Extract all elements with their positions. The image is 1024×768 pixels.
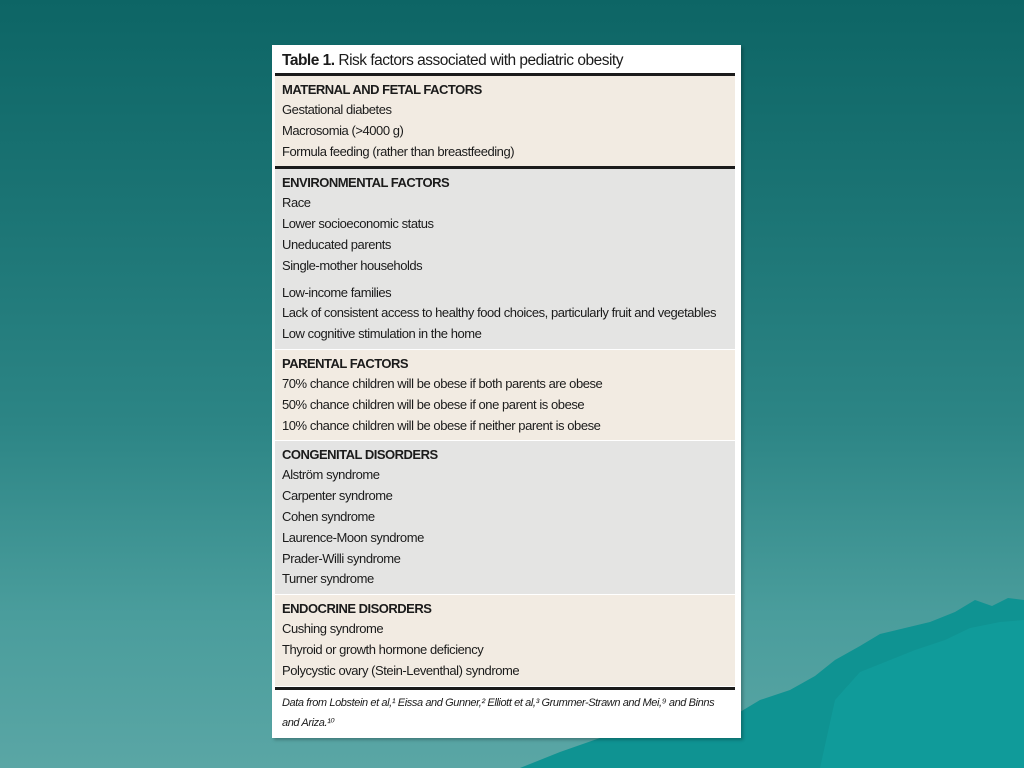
list-item: Gestational diabetes	[282, 102, 392, 117]
section-environmental	[275, 169, 735, 350]
list-item: Lack of consistent access to healthy food choices, particularly fruit and vegetables	[282, 305, 717, 321]
table-title-text: Risk factors associated with pediatric obesity	[338, 52, 623, 69]
section-maternal-fetal	[275, 76, 735, 169]
list-item: Single-mother households	[282, 257, 423, 273]
section-congenital	[275, 441, 735, 595]
list-item: Formula feeding (rather than breastfeeding)	[282, 143, 515, 159]
list-item: 70% chance children will be obese if both parents are obese	[282, 375, 603, 391]
list-item: Low cognitive stimulation in the home	[282, 326, 482, 342]
risk-factors-table	[272, 45, 741, 738]
list-item: Cushing syndrome	[282, 621, 384, 637]
list-item: 10% chance children will be obese if neither parent is obese	[282, 417, 601, 433]
list-item: Carpenter syndrome	[282, 488, 393, 504]
list-item: Uneducated parents	[282, 236, 391, 252]
list-item: 50% chance children will be obese if one parent is obese	[282, 396, 585, 412]
list-item: Race	[282, 195, 311, 211]
section-heading: CONGENITAL DISORDERS	[282, 447, 438, 463]
list-item: Macrosomia (>4000 g)	[282, 122, 404, 138]
table-title	[275, 49, 735, 76]
list-item: Turner syndrome	[282, 571, 374, 587]
list-item: Thyroid or growth hormone deficiency	[282, 641, 484, 657]
list-item: Low-income families	[282, 284, 392, 300]
list-item: Prader-Willi syndrome	[282, 550, 401, 566]
section-heading: ENVIRONMENTAL FACTORS	[282, 175, 450, 191]
list-item: Lower socioeconomic status	[282, 216, 434, 232]
table-label: Table 1.	[282, 52, 335, 69]
section-heading: ENDOCRINE DISORDERS	[282, 601, 432, 617]
list-item: Alström syndrome	[282, 467, 380, 483]
section-endocrine	[275, 595, 735, 686]
section-parental	[275, 350, 735, 441]
source-note: Data from Lobstein et al,¹ Eissa and Gunner,² Elliott et al,³ Grummer-Strawn and Mei,⁹ and Binns and Ariza.¹⁰	[275, 687, 735, 733]
section-heading: PARENTAL FACTORS	[282, 355, 409, 371]
list-item: Laurence-Moon syndrome	[282, 529, 424, 545]
section-heading: MATERNAL AND FETAL FACTORS	[282, 82, 482, 97]
list-item: Polycystic ovary (Stein-Leventhal) syndrome	[282, 662, 520, 678]
list-item: Cohen syndrome	[282, 508, 375, 524]
